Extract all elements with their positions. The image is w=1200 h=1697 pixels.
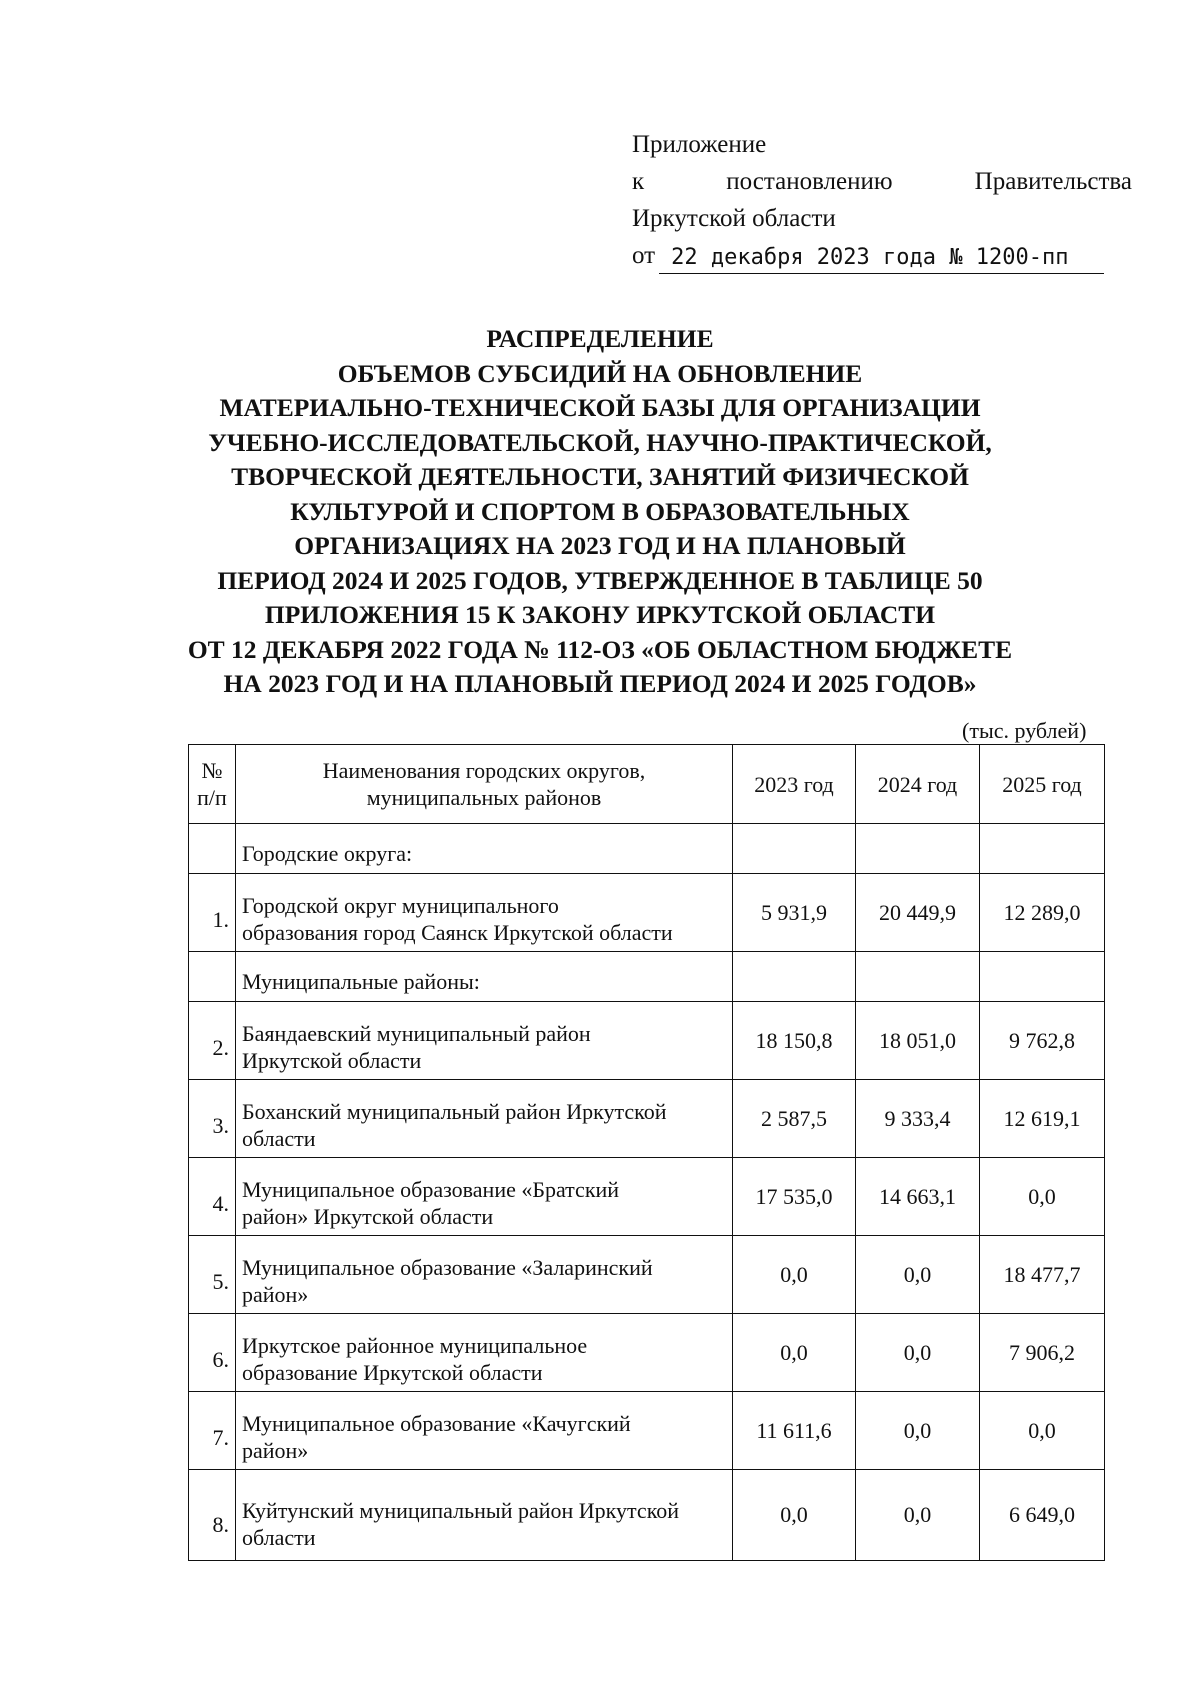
row-num: 5.: [189, 1236, 236, 1314]
row-2023: 5 931,9: [733, 874, 856, 952]
row-2023: 18 150,8: [733, 1002, 856, 1080]
title-line: ПРИЛОЖЕНИЯ 15 К ЗАКОНУ ИРКУТСКОЙ ОБЛАСТИ: [264, 600, 936, 629]
table-row: [189, 1314, 1105, 1392]
section-label: Муниципальные районы:: [236, 952, 733, 1002]
row-num: 1.: [189, 874, 236, 952]
row-num: 3.: [189, 1080, 236, 1158]
row-2025: 18 477,7: [980, 1236, 1105, 1314]
table-row: [189, 1158, 1105, 1236]
row-2023: 0,0: [733, 1314, 856, 1392]
header-name: Наименования городских округов, муниципальных районов: [236, 745, 733, 824]
row-2025: 7 906,2: [980, 1314, 1105, 1392]
date-value: 22 декабря 2023 года № 1200-пп: [659, 243, 1104, 274]
appendix-line-1: Приложение: [632, 131, 767, 158]
row-name: Боханский муниципальный район Иркутской области: [236, 1080, 733, 1158]
title-line: ТВОРЧЕСКОЙ ДЕЯТЕЛЬНОСТИ, ЗАНЯТИЙ ФИЗИЧЕСКОЙ: [231, 462, 969, 491]
row-2024: 0,0: [856, 1392, 980, 1470]
title-line: ПЕРИОД 2024 И 2025 ГОДОВ, УТВЕРЖДЕННОЕ В ТАБЛИЦЕ 50: [217, 565, 983, 595]
title-line: ОТ 12 ДЕКАБРЯ 2022 ГОДА № 112-ОЗ «ОБ ОБЛАСТНОМ БЮДЖЕТЕ: [187, 634, 1013, 664]
row-2024: 14 663,1: [856, 1158, 980, 1236]
row-num: 7.: [189, 1392, 236, 1470]
row-name: Городской округ муниципального образования город Саянск Иркутской области: [236, 874, 733, 952]
table-row: [189, 1470, 1105, 1561]
appendix-word: Правительства: [974, 168, 1132, 195]
table-row: [189, 1236, 1105, 1314]
row-name: Муниципальное образование «Братский район» Иркутской области: [236, 1158, 733, 1236]
header-2024: 2024 год: [856, 745, 980, 824]
units-label: (тыс. рублей): [962, 718, 1087, 743]
row-2023: 0,0: [733, 1236, 856, 1314]
row-num: 6.: [189, 1314, 236, 1392]
appendix-block: [632, 126, 1132, 274]
section-row-municipal: [189, 952, 1105, 1002]
row-2023: 2 587,5: [733, 1080, 856, 1158]
row-num: 8.: [189, 1470, 236, 1561]
appendix-word: постановлению: [726, 168, 893, 195]
row-2023: 11 611,6: [733, 1392, 856, 1470]
appendix-date-line: [632, 237, 1132, 274]
row-2024: 9 333,4: [856, 1080, 980, 1158]
row-2023: 17 535,0: [733, 1158, 856, 1236]
row-num: 4.: [189, 1158, 236, 1236]
row-name: Муниципальное образование «Заларинский район»: [236, 1236, 733, 1314]
document-title: [160, 322, 1040, 702]
table-row: [189, 1002, 1105, 1080]
header-num: № п/п: [189, 745, 236, 824]
title-line: МАТЕРИАЛЬНО-ТЕХНИЧЕСКОЙ БАЗЫ ДЛЯ ОРГАНИЗАЦИИ: [219, 393, 981, 422]
title-line: УЧЕБНО-ИССЛЕДОВАТЕЛЬСКОЙ, НАУЧНО-ПРАКТИЧЕСКОЙ,: [208, 427, 992, 457]
row-2025: 9 762,8: [980, 1002, 1105, 1080]
row-2024: 0,0: [856, 1314, 980, 1392]
row-name: Иркутское районное муниципальное образование Иркутской области: [236, 1314, 733, 1392]
row-2023: 0,0: [733, 1470, 856, 1561]
title-line: ОРГАНИЗАЦИЯХ НА 2023 ГОД И НА ПЛАНОВЫЙ: [294, 531, 906, 560]
appendix-word: к: [632, 168, 645, 195]
title-line: НА 2023 ГОД И НА ПЛАНОВЫЙ ПЕРИОД 2024 И 2025 ГОДОВ»: [223, 669, 977, 698]
table-header-row: [189, 745, 1105, 824]
section-label: Городские округа:: [236, 824, 733, 874]
title-line: ОБЪЕМОВ СУБСИДИЙ НА ОБНОВЛЕНИЕ: [337, 358, 863, 388]
row-name: Баяндаевский муниципальный район Иркутской области: [236, 1002, 733, 1080]
row-name: Куйтунский муниципальный район Иркутской области: [236, 1470, 733, 1561]
row-name: Муниципальное образование «Качугский район»: [236, 1392, 733, 1470]
title-line: КУЛЬТУРОЙ И СПОРТОМ В ОБРАЗОВАТЕЛЬНЫХ: [290, 496, 910, 526]
row-2025: 0,0: [980, 1392, 1105, 1470]
appendix-line-3: Иркутской области: [632, 205, 836, 232]
appendix-line-2: [632, 163, 1132, 200]
row-2024: 20 449,9: [856, 874, 980, 952]
row-2025: 0,0: [980, 1158, 1105, 1236]
row-2025: 12 619,1: [980, 1080, 1105, 1158]
row-num: 2.: [189, 1002, 236, 1080]
date-prefix: от: [632, 242, 656, 269]
row-2024: 0,0: [856, 1236, 980, 1314]
header-2025: 2025 год: [980, 745, 1105, 824]
title-line: РАСПРЕДЕЛЕНИЕ: [486, 324, 714, 353]
row-2024: 0,0: [856, 1470, 980, 1561]
subsidy-table: [188, 744, 1105, 1561]
header-2023: 2023 год: [733, 745, 856, 824]
row-2024: 18 051,0: [856, 1002, 980, 1080]
row-2025: 6 649,0: [980, 1470, 1105, 1561]
section-row-urban: [189, 824, 1105, 874]
table-row: [189, 874, 1105, 952]
row-2025: 12 289,0: [980, 874, 1105, 952]
table-row: [189, 1392, 1105, 1470]
table-row: [189, 1080, 1105, 1158]
